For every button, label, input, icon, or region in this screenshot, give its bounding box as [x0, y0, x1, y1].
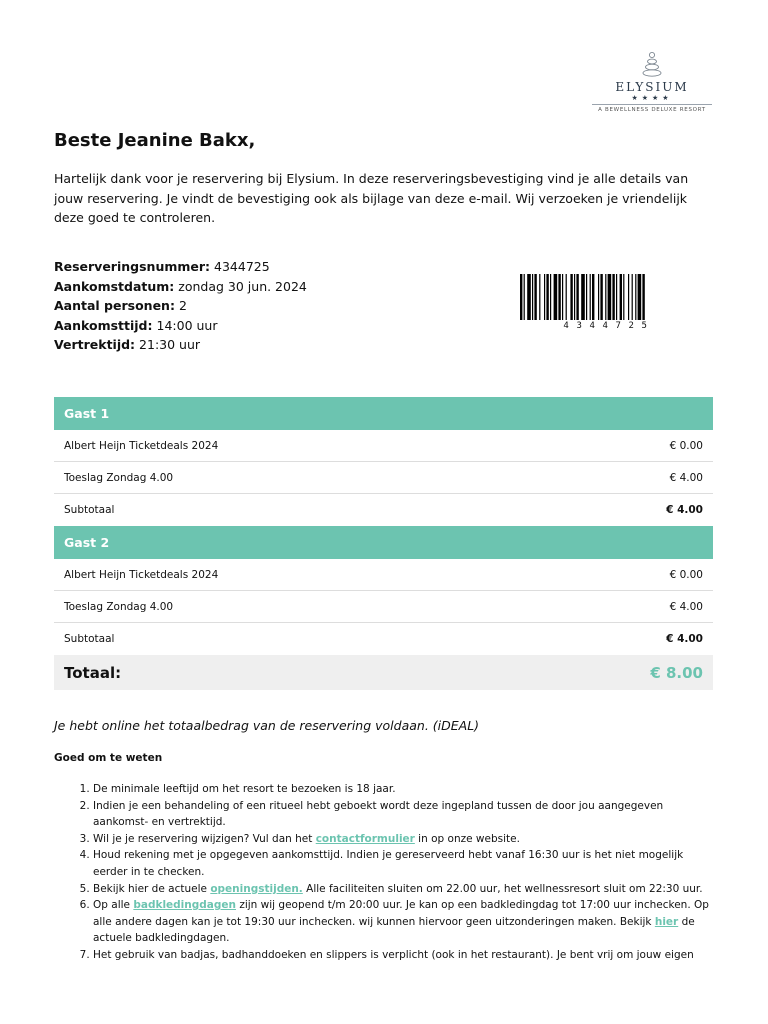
barcode-bars: [518, 274, 694, 320]
good-to-know-title: Goed om te weten: [54, 752, 163, 764]
list-item: [93, 897, 714, 947]
barcode-bar: [532, 274, 533, 320]
reservation-barcode: [518, 274, 694, 331]
line-description: Albert Heijn Ticketdeals 2024: [64, 439, 219, 452]
barcode-bar: [574, 274, 575, 320]
list-item: [93, 847, 714, 880]
barcode-bar: [550, 274, 551, 320]
detail-reservation-number: [54, 257, 307, 277]
line-description: Toeslag Zondag 4.00: [64, 600, 174, 613]
list-item-text: Wil je je reservering wijzigen? Vul dan het: [93, 832, 316, 845]
list-item-text: Het gebruik van badjas, badhanddoeken en slippers is verplicht (ook in het restaurant). Je bent vrij om jouw eigen: [93, 948, 694, 961]
barcode-bar: [546, 274, 548, 320]
barcode-number: 4344725: [563, 321, 655, 331]
barcode-bar: [620, 274, 622, 320]
detail-arrival-date: [54, 277, 307, 297]
line-description: Toeslag Zondag 4.00: [64, 471, 174, 484]
subtotal-row: [54, 494, 713, 526]
subtotal-label: Subtotaal: [64, 504, 115, 516]
list-item-text: in op onze website.: [414, 832, 520, 845]
guest-1-section: [54, 397, 713, 526]
contact-form-link[interactable]: contactformulier: [315, 832, 415, 845]
detail-label: Aankomsttijd:: [54, 317, 153, 333]
barcode-bar: [581, 274, 585, 320]
list-item-text: Alle faciliteiten sluiten om 22.00 uur, het wellnessresort sluit om 22:30 uur.: [302, 882, 703, 895]
list-item-text: Houd rekening met je opgegeven aankomsttijd. Indien je gereserveerd hebt vanaf 16:30 uur is het niet mogelijk eerder in te checken.: [93, 849, 684, 878]
logo-name: ELYSIUM: [615, 80, 689, 94]
detail-value: 14:00 uur: [156, 317, 218, 333]
barcode-bar: [566, 274, 567, 320]
detail-value: 21:30 uur: [139, 337, 201, 352]
line-description: Albert Heijn Ticketdeals 2024: [64, 568, 219, 581]
guest-2-header: Gast 2: [54, 526, 713, 559]
barcode-bar: [539, 274, 540, 320]
subtotal-amount: € 4.00: [666, 504, 703, 516]
list-item-text: Op alle: [93, 899, 134, 912]
list-item: [93, 798, 714, 831]
elysium-logo: [586, 50, 718, 120]
barcode-bar: [590, 274, 591, 320]
barcode-bar: [635, 274, 636, 320]
payment-note: Je hebt online het totaalbedrag van de reservering voldaan. (iDEAL): [54, 718, 480, 733]
reservation-details: [54, 257, 307, 355]
list-item: [93, 781, 714, 798]
intro-text: Hartelijk dank voor je reservering bij Elysium. In deze reserveringsbevestiging vind je alle details van jouw reservering. Je vindt de bevestiging ook als bijlage van deze e-mail. Wij verzoeken je vriendelijk deze goed te controleren.: [54, 171, 689, 225]
stacked-stones-icon: [641, 50, 663, 78]
good-to-know-list: [54, 781, 714, 964]
opening-hours-link[interactable]: openingstijden.: [210, 882, 303, 895]
detail-label: Aankomstdatum:: [54, 278, 175, 294]
barcode-bar: [534, 274, 536, 320]
table-row: [54, 430, 713, 462]
detail-arrival-time: [54, 316, 307, 336]
list-item-text: zijn wij geopend t/m 20:00 uur. Je kan op een badkledingdag tot 17:00 uur inchecken. Op alle andere dagen kan je tot 19:30 uur inchecken. wij kunnen hiervoor geen uitzonderingen maken. Bekijk: [93, 899, 709, 928]
barcode-bar: [558, 274, 560, 320]
list-item-text: de actuele badkledingdagen.: [93, 915, 695, 945]
price-table: [54, 397, 713, 690]
subtotal-row: [54, 623, 713, 655]
barcode-bar: [524, 274, 525, 320]
table-row: [54, 559, 713, 591]
line-amount: € 4.00: [669, 471, 703, 484]
line-amount: € 0.00: [669, 568, 703, 581]
subtotal-label: Subtotaal: [64, 633, 115, 645]
barcode-bar: [544, 274, 545, 320]
logo-stars: ★★★★: [631, 94, 673, 102]
barcode-bar: [570, 274, 572, 320]
barcode-bar: [642, 274, 644, 320]
barcode-bar: [598, 274, 599, 320]
table-row: [54, 591, 713, 623]
barcode-bar: [608, 274, 612, 320]
line-amount: € 0.00: [669, 439, 703, 452]
barcode-bar: [554, 274, 558, 320]
barcode-bar: [562, 274, 563, 320]
subtotal-amount: € 4.00: [666, 633, 703, 645]
guest-1-header: Gast 1: [54, 397, 713, 430]
detail-label: Reserveringsnummer:: [54, 259, 211, 274]
barcode-bar: [605, 274, 606, 320]
barcode-bar: [612, 274, 614, 320]
detail-persons: [54, 296, 307, 316]
barcode-bar: [592, 274, 594, 320]
list-item: [93, 881, 714, 898]
total-label: Totaal:: [64, 663, 122, 682]
barcode-bar: [520, 274, 522, 320]
list-item-text: Indien je een behandeling of een ritueel hebt geboekt wordt deze ingepland tussen de door jou aangegeven aankomst- en vertrektijd.: [93, 799, 664, 829]
logo-divider: [592, 104, 712, 105]
detail-label: Aantal personen:: [54, 298, 175, 313]
barcode-bar: [616, 274, 617, 320]
logo-tagline: A BEWELLNESS DELUXE RESORT: [598, 107, 706, 113]
detail-value: zondag 30 jun. 2024: [178, 278, 307, 294]
table-row: [54, 462, 713, 494]
guest-2-section: [54, 526, 713, 655]
barcode-bar: [586, 274, 587, 320]
list-item-text: De minimale leeftijd om het resort te bezoeken is 18 jaar.: [93, 783, 396, 795]
barcode-bar: [632, 274, 633, 320]
barcode-bar: [638, 274, 642, 320]
detail-value: 2: [178, 298, 187, 313]
detail-value: 4344725: [214, 259, 270, 274]
swimwear-days-link[interactable]: badkledingdagen: [133, 899, 236, 912]
swimwear-days-here-link[interactable]: hier: [654, 915, 679, 928]
list-item: [93, 831, 714, 848]
total-row: [54, 655, 713, 690]
barcode-bar: [576, 274, 578, 320]
barcode-bar: [600, 274, 602, 320]
barcode-bar: [527, 274, 531, 320]
list-item: [93, 947, 714, 964]
barcode-bar: [628, 274, 629, 320]
line-amount: € 4.00: [669, 600, 703, 613]
barcode-bar: [623, 274, 624, 320]
greeting: Beste Jeanine Bakx,: [54, 130, 256, 151]
list-item-text: Bekijk hier de actuele: [93, 882, 211, 895]
detail-label: Vertrektijd:: [54, 337, 136, 352]
total-amount: € 8.00: [650, 663, 703, 682]
detail-departure-time: [54, 335, 307, 355]
